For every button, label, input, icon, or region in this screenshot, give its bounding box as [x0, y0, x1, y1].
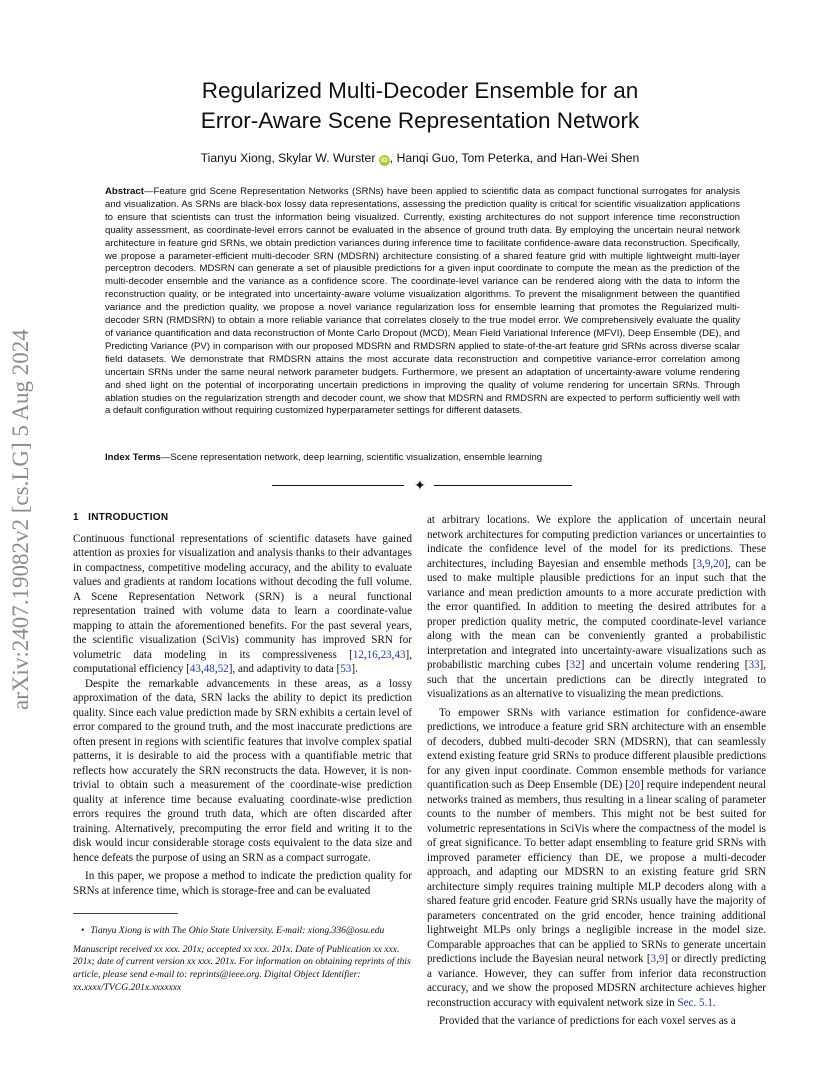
citation-link[interactable]: 16: [366, 648, 378, 661]
footnotes: [73, 925, 413, 995]
citation-link[interactable]: 23: [380, 648, 392, 661]
citation-link[interactable]: 32: [569, 659, 581, 671]
citation-link[interactable]: 3: [650, 953, 657, 965]
abstract-body: —Feature grid Scene Representation Networks (SRNs) have been applied to scientific data as compact functional surrogates for analysis and visualization. As SRNs are black-box lossy data representations, assessing the prediction quality is critical for scientific visualization applications to ensure that scientists can trust the information being visualized. Currently, existing architectures do not support inference time reconstruction quality assessment, as coordinate-level errors cannot be evaluated in the absence of ground truth data. By employing the uncertain neural network architecture in feature grid SRNs, we obtain prediction variances during inference time to facilitate confidence-aware data reconstruction. Specifically, we propose a parameter-efficient multi-decoder SRN (MDSRN) architecture consisting of a shared feature grid with multiple lightweight multi-layer perceptron decoders. MDSRN can generate a set of plausible predictions for a given input coordinate to compute the mean as the prediction of the multi-decoder ensemble and the variance as a confidence score. The coordinate-level variance can be rendered along with the data to inform the reconstruction quality, or be integrated into uncertainty-aware volume visualization algorithms. To prevent the misalignment between the quantified variance and the prediction quality, we propose a novel variance regularization loss for ensemble learning that promotes the Regularized multi-decoder SRN (RMDSRN) to obtain a more reliable variance that correlates closely to the true model error. We comprehensively evaluate the quality of variance quantification and data reconstruction of Monte Carlo Dropout (MCD), Mean Field Variational Inference (MFVI), Deep Ensemble (DE), and Predicting Variance (PV) in comparison with our proposed MDSRN and RMDSRN applied to state-of-the-art feature grid SRNs across diverse scalar field datasets. We demonstrate that RMDSRN attains the most accurate data reconstruction and competitive variance-error correlation among uncertain SRNs under the same neural network parameter budgets. Furthermore, we present an adaptation of uncertainty-aware volume rendering and shed light on the potential of incorporating uncertain predictions in improving the quality of volume rendering for uncertain SRNs. Through ablation studies on the regularization strength and decoder count, we show that MDSRN and RMDSRN are expected to perform sufficiently well with a default configuration without requiring customized hyperparameter settings for different datasets.: [105, 186, 740, 417]
title-line-2: Error-Aware Scene Representation Network: [200, 108, 640, 133]
citation-link[interactable]: 48: [203, 663, 215, 675]
footnote-bullet: •: [81, 925, 85, 936]
footnote-rule: [73, 913, 178, 914]
section-heading: [73, 511, 412, 526]
abstract: [105, 186, 740, 418]
author-list: [100, 151, 740, 166]
intro-paragraph-4: To empower SRNs with variance estimation for confidence-aware predictions, we introduce a feature grid SRN architecture with an ensemble of decoders, dubbed multi-decoder SRN (MDSRN), that can seamlessly extend existing feature grid SRNs to produce different plausible predictions for any given input coordinate. Common ensemble methods for variance quantification such as Deep Ensemble (DE) [20] require independent neural networks trained as members, thus resulting in a linear scaling of parameter counts to the number of members. This might not be best suited for volumetric representations in SciVis where the compactness of the model is of great significance. To better adapt ensembling to feature grid SRNs with improved parameter efficiency than DE, we propose a multi-decoder approach, and adapting our MDSRN to an existing feature grid SRN architecture simply requires training multiple MLP decoders along with a shared feature grid encoder. Feature grid SRNs usually have the majority of parameters concentrated on the grid encoder, hence training additional lightweight MLPs only brings a negligible increase in the model size. Comparable approaches that can be applied to SRNs to generate uncertain predictions include the Bayesian neural network [3,9] or directly predicting a variance. However, they can suffer from inferior data reconstruction accuracy, and we show the proposed MDSRN architecture achieves higher reconstruction accuracy with equivalent network size in Sec. 5.1.: [427, 706, 766, 1009]
intro-paragraph-5: Provided that the variance of predictions for each voxel serves as a: [439, 1015, 736, 1027]
divider-diamond-icon: ✦: [414, 478, 426, 494]
section-number: 1: [73, 512, 79, 523]
orcid-icon[interactable]: iD: [379, 155, 390, 166]
left-column: [73, 511, 412, 898]
arxiv-stamp: arXiv:2407.19082v2 [cs.LG] 5 Aug 2024: [8, 329, 33, 710]
citation-link[interactable]: 20: [628, 779, 641, 791]
citation-link[interactable]: 43: [189, 663, 201, 675]
citation-link[interactable]: 9: [658, 953, 665, 965]
index-terms-label: Index Terms: [105, 452, 161, 463]
right-column: [427, 513, 766, 1029]
index-terms: [105, 452, 740, 465]
intro-paragraph-3-cont: at arbitrary locations. We explore the application of uncertain neural network architectures for computing prediction variances or uncertainties to indicate the confidence level of the model for its predictions. These architectures, including Bayesian and ensemble methods [3,9,20], can be used to make multiple plausible predictions for an input such that the variance and mean prediction amounts to a more accurate prediction with the error quantified. In addition to meeting the desired attributes for a proper prediction quality metric, the computed coordinate-level variance along with the mean can be conveniently granted a probabilistic interpretation and integrated into uncertainty-aware visualizations such as probabilistic marching cubes [32] and uncertain volume rendering [33], such that the uncertain predictions can be directly integrated to visualizations as an alternative to visualizing the mean predictions.: [427, 514, 766, 700]
section-divider: [272, 479, 572, 493]
section-title: INTRODUCTION: [88, 512, 169, 523]
citation-link[interactable]: 53: [340, 663, 352, 675]
section-reference-link[interactable]: Sec. 5.1: [677, 996, 713, 1009]
divider-rule-left: [272, 485, 404, 486]
citation-link[interactable]: 9: [704, 557, 711, 570]
title-line-1: Regularized Multi-Decoder Ensemble for an: [201, 78, 639, 103]
authors-rest: , Hanqi Guo, Tom Peterka, and Han-Wei Shen: [389, 151, 640, 165]
paper-title: [100, 76, 740, 136]
intro-paragraph-2: Despite the remarkable advancements in these areas, as a lossy approximation of the data, SRN lacks the ability to depict its prediction quality. Since each value prediction made by SRN exhibits a certain level of error compared to the ground truth, and the most inaccurate predictions are often present in regions with scientific features that involve complex spatial patterns, it is desirable to aid the process with a quantifiable metric that reflects how accurately the SRN reconstructs the data. However, it is non-trivial to obtain such a measurement of the coordinate-wise prediction quality at inference time because evaluating coordinate-wise prediction errors requires the ground truth data, which are often discarded after training. Alternatively, precomputing the error field and writing it to the disk would incur considerable storage costs equivalent to the data size and hence defeats the purpose of using an SRN as a compact surrogate.: [73, 677, 412, 864]
citation-link[interactable]: 52: [217, 663, 229, 675]
divider-rule-right: [434, 485, 572, 486]
intro-paragraph-1: Continuous functional representations of scientific datasets have gained attention as proxies for visualization and analysis thanks to their advantages in compactness, competitive modeling accuracy, and the ability to evaluate values and gradients at random locations without decoding the full volume. A Scene Representation Network (SRN) is a neural functional representation trained with volume data to learn a coordinate-value mapping to attain the aforementioned benefits. For the past several years, the scientific visualization (SciVis) community has improved SRN for volumetric data modeling in its compressiveness [12,16,23,43], computational efficiency [43,48,52], and adaptivity to data [53].: [73, 532, 412, 675]
index-terms-body: —Scene representation network, deep learning, scientific visualization, ensemble learning: [160, 452, 543, 463]
citation-link[interactable]: 43: [394, 648, 406, 661]
manuscript-footnote: Manuscript received xx xxx. 201x; accepted xx xxx. 201x. Date of Publication xx xxx. 201x; date of current version xx xxx. 201x. For information on obtaining reprints of this article, please send e-mail to: reprints@ieee.org. Digital Object Identifier: xx.xxxx/TVCG.201x.xxxxxxx: [73, 943, 411, 993]
citation-link[interactable]: 12: [352, 648, 364, 661]
affiliation-footnote: • Tianyu Xiong is with The Ohio State University. E-mail: xiong.336@osu.edu: [81, 925, 385, 936]
citation-link[interactable]: 20: [713, 557, 725, 570]
citation-link[interactable]: 33: [748, 659, 760, 671]
abstract-label: Abstract: [105, 186, 144, 197]
intro-paragraph-3: In this paper, we propose a method to indicate the prediction quality for SRNs at inference time, which is storage-free and can be evaluated: [73, 870, 412, 897]
authors-first: Tianyu Xiong, Skylar W. Wurster: [200, 151, 379, 165]
citation-link[interactable]: 3: [696, 557, 703, 570]
